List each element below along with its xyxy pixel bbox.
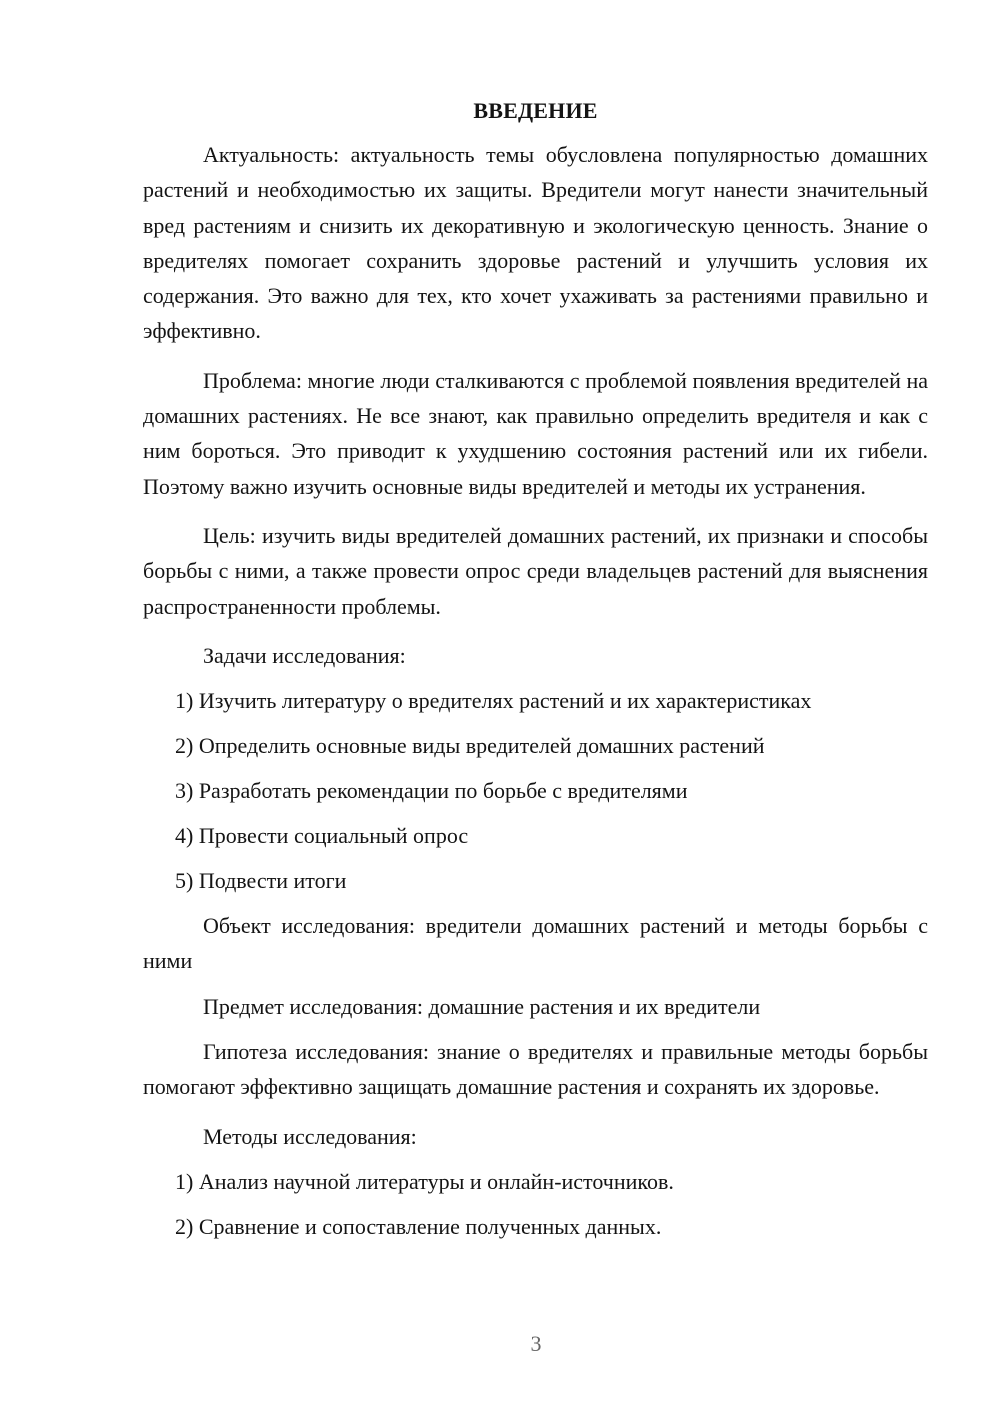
list-item: 1) Изучить литературу о вредителях растений и их характеристиках (175, 688, 812, 714)
paragraph-object: Объект исследования: вредители домашних растений и методы борьбы с ними (143, 913, 928, 974)
paragraph-hypothesis: Гипотеза исследования: знание о вредителях и правильные методы борьбы помогают эффективно защищать домашние растения и сохранять их здоровье. (143, 1039, 928, 1100)
list-item: 2) Сравнение и сопоставление полученных данных. (175, 1213, 662, 1239)
list-item: 5) Подвести итоги (175, 868, 347, 894)
section-heading: ВВЕДЕНИЕ (473, 98, 598, 123)
list-item: 3) Разработать рекомендации по борьбе с вредителями (175, 778, 688, 804)
page-number: 3 (530, 1331, 542, 1356)
paragraph-subject: Предмет исследования: домашние растения и их вредители (203, 993, 761, 1019)
methods-title: Методы исследования: (203, 1123, 417, 1149)
paragraph-relevance: Актуальность: актуальность темы обусловлена популярностью домашних растений и необходимостью их защиты. Вредители могут нанести значительный вред растениям и снизить их декоративную и экологическую ценность. Знание о вредителях помогает сохранить здоровье растений и улучшить условия их содержания. Это важно для тех, кто хочет ухаживать за растениями правильно и эффективно. (143, 142, 928, 344)
page-content (143, 94, 928, 1244)
list-item: 1) Анализ научной литературы и онлайн-источников. (175, 1168, 674, 1194)
tasks-list (143, 683, 928, 898)
tasks-title: Задачи исследования: (203, 642, 406, 668)
paragraph-goal: Цель: изучить виды вредителей домашних растений, их признаки и способы борьбы с ними, а также провести опрос среди владельцев растений для выяснения распространенности проблемы. (143, 522, 928, 619)
paragraph-problem: Проблема: многие люди сталкиваются с проблемой появления вредителей на домашних растениях. Не все знают, как правильно определить вредителя и как с ним бороться. Это приводит к ухудшению состояния растений или их гибели. Поэтому важно изучить основные виды вредителей и методы их устранения. (143, 367, 928, 499)
list-item: 4) Провести социальный опрос (175, 823, 469, 849)
methods-list (143, 1164, 928, 1244)
list-item: 2) Определить основные виды вредителей домашних растений (175, 733, 765, 759)
